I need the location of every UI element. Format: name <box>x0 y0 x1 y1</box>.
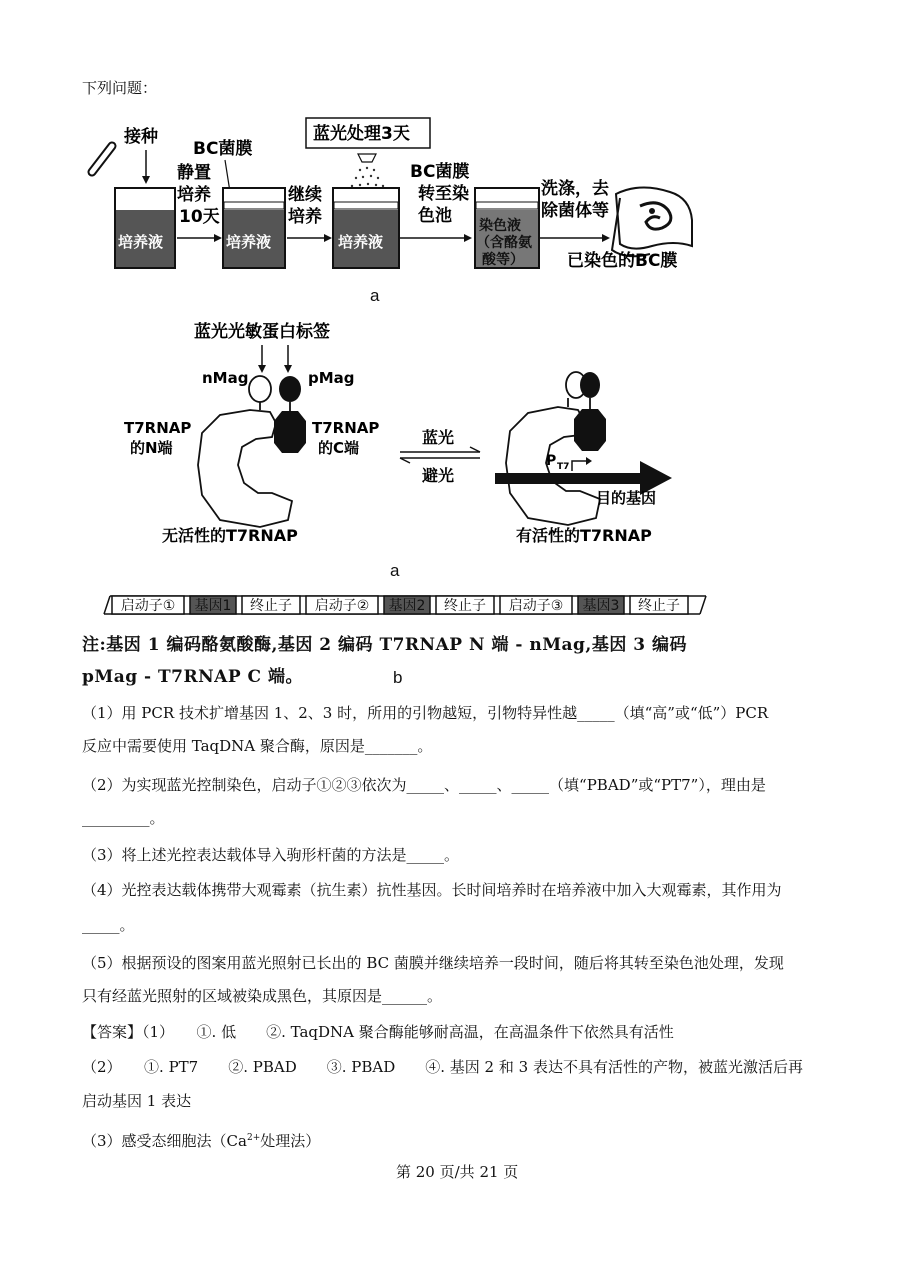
figure-a-workflow <box>80 110 720 310</box>
svg-text:培养: 培养 <box>177 185 211 205</box>
svg-text:除菌体等: 除菌体等 <box>541 201 609 221</box>
pmag-label: pMag <box>308 369 355 387</box>
figure-b-optogenetic <box>110 315 690 555</box>
svg-text:染色液: 染色液 <box>479 218 521 234</box>
question-2-line2: _________。 <box>82 809 165 827</box>
answer-1: 【答案】（1） ①. 低 ②. TaqDNA 聚合酶能够耐高温，在高温条件下依然具有活性 <box>82 1023 674 1041</box>
question-5-line1: （5）根据预设的图案用蓝光照射已长出的 BC 菌膜并继续培养一段时间，随后将其转至染色池处理，发现 <box>82 954 784 972</box>
figure-a-caption: a <box>370 286 380 305</box>
question-5-line2: 只有经蓝光照射的区域被染成黑色，其原因是______。 <box>82 987 443 1005</box>
svg-text:静置: 静置 <box>177 163 211 183</box>
medium-label-2: 培养液 <box>226 233 272 251</box>
nmag-label: nMag <box>202 369 249 387</box>
question-1-line1: （1）用 PCR 技术扩增基因 1、2、3 时，所用的引物越短，引物特异性越_____（填“高”或“低”）PCR <box>82 704 769 722</box>
bc-film-label: BC菌膜 <box>193 139 253 159</box>
expression-vector-construct <box>100 588 710 622</box>
svg-text:（含酪氨: （含酪氨 <box>476 235 532 251</box>
inoculate-label: 接种 <box>124 127 158 147</box>
construct-part-label: 终止子 <box>444 598 486 614</box>
blue-light-label: 蓝光 <box>422 428 455 447</box>
answer-2: （2） ①. PT7 ②. PBAD ③. PBAD ④. 基因 2 和 3 表达不具有活性的产物，被蓝光激活后再 <box>82 1058 803 1076</box>
construct-note-line2: pMag - T7RNAP C 端。 <box>82 667 303 687</box>
intro-text: 下列问题： <box>82 79 158 97</box>
svg-text:蓝光处理3天: 蓝光处理3天 <box>313 124 410 144</box>
question-4-line2: _____。 <box>82 916 135 934</box>
svg-text:转至染: 转至染 <box>418 184 469 204</box>
answer-2-cont: 启动基因 1 表达 <box>82 1092 192 1110</box>
construct-part-label: 启动子① <box>120 598 176 614</box>
construct-part-label: 基因2 <box>388 598 426 614</box>
svg-text:BC菌膜: BC菌膜 <box>410 162 470 182</box>
svg-text:继续: 继续 <box>288 185 322 205</box>
active-label: 有活性的T7RNAP <box>516 526 652 545</box>
pipette-icon <box>92 146 112 172</box>
question-2-line1: （2）为实现蓝光控制染色，启动子①②③依次为_____、_____、_____（填“PBAD”或“PT7”），理由是 <box>82 776 766 794</box>
svg-text:色池: 色池 <box>418 206 452 226</box>
svg-text:的N端: 的N端 <box>130 439 173 457</box>
c-terminal-shape <box>274 411 306 453</box>
svg-text:P: P <box>546 453 557 469</box>
construct-part-label: 终止子 <box>638 598 680 614</box>
construct-part-label: 启动子② <box>314 598 370 614</box>
page-footer: 第 20 页/共 21 页 <box>396 1163 519 1181</box>
target-gene-label: 目的基因 <box>596 489 657 507</box>
inactive-label: 无活性的T7RNAP <box>162 526 298 545</box>
pmag-circle <box>279 376 301 402</box>
svg-text:的C端: 的C端 <box>318 439 360 457</box>
svg-text:10天: 10天 <box>179 207 220 227</box>
tag-label: 蓝光光敏蛋白标签 <box>194 322 330 342</box>
dark-label: 避光 <box>422 466 455 485</box>
svg-text:T7RNAP: T7RNAP <box>312 419 380 437</box>
construct-part-label: 终止子 <box>250 598 292 614</box>
construct-part-label: 启动子③ <box>508 598 564 614</box>
question-4-line1: （4）光控表达载体携带大观霉素（抗生素）抗性基因。长时间培养时在培养液中加入大观霉素，其作用为 <box>82 881 782 899</box>
dyed-film-image <box>612 187 692 256</box>
construct-part-label: 基因3 <box>582 598 620 614</box>
answer-3: （3）感受态细胞法（$Ca^{2+}$处理法） <box>82 1132 321 1150</box>
svg-text:酸等）: 酸等） <box>482 252 524 268</box>
figure-b-caption: a <box>390 561 400 580</box>
question-1-line2: 反应中需要使用 TaqDNA 聚合酶，原因是_______。 <box>82 737 433 755</box>
lamp-icon <box>358 154 376 162</box>
medium-label-3: 培养液 <box>338 233 384 251</box>
dyed-film-label: 已染色的BC膜 <box>567 251 678 271</box>
construct-note-line1: 注:基因 1 编码酪氨酸酶,基因 2 编码 T7RNAP N 端 - nMag,基因 3 编码 <box>82 635 687 655</box>
svg-text:洗涤，去: 洗涤，去 <box>541 179 609 199</box>
figure-b-caption-2: b <box>393 668 403 687</box>
svg-text:培养: 培养 <box>288 207 322 227</box>
medium-label-1: 培养液 <box>118 233 164 251</box>
svg-text:T7: T7 <box>557 462 570 472</box>
nmag-circle <box>249 376 271 402</box>
svg-text:T7RNAP: T7RNAP <box>124 419 192 437</box>
question-3: （3）将上述光控表达载体导入驹形杆菌的方法是_____。 <box>82 846 460 864</box>
construct-part-label: 基因1 <box>194 598 232 614</box>
